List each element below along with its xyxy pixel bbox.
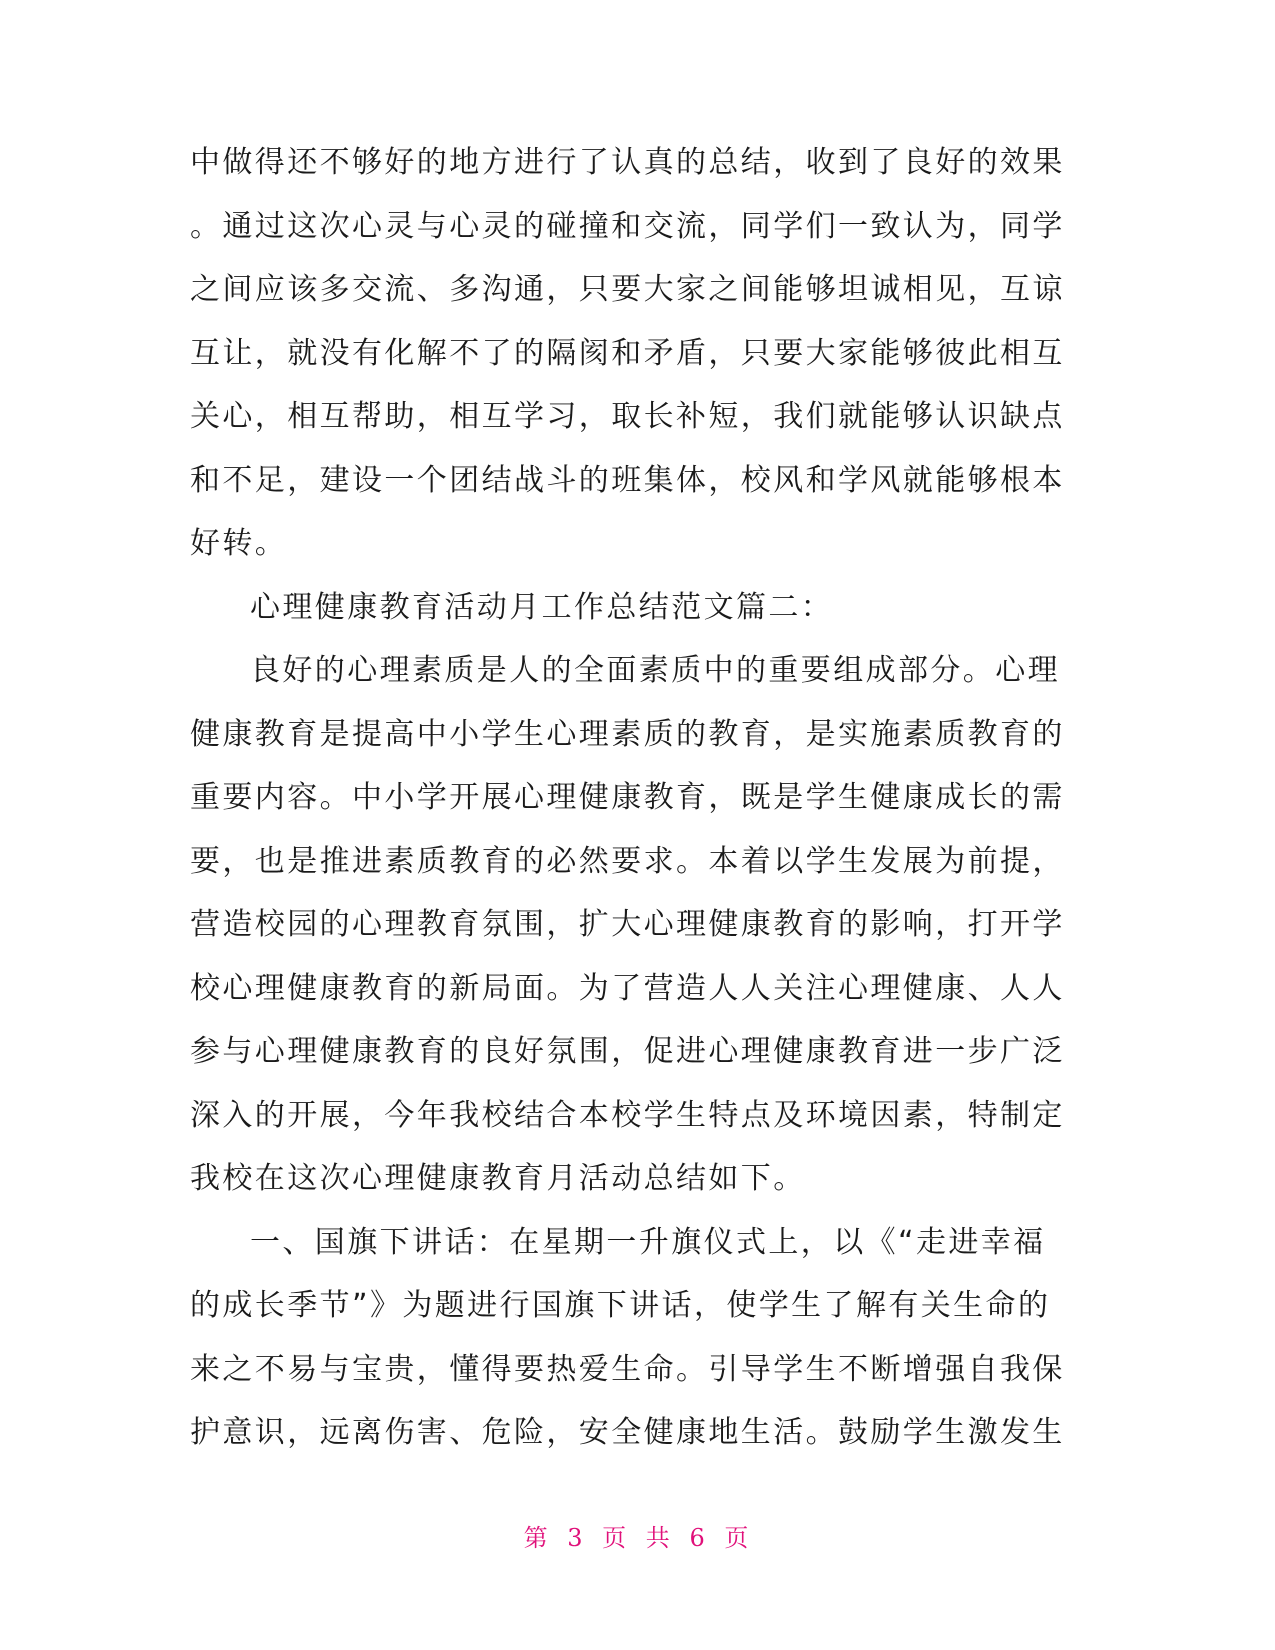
text-line: 中做得还不够好的地方进行了认真的总结，收到了良好的效果 xyxy=(190,145,1065,180)
text-line: 校心理健康教育的新局面。为了营造人人关注心理健康、人人 xyxy=(190,971,1065,1006)
text-line: 好转。 xyxy=(190,526,288,561)
text-line: 深入的开展，今年我校结合本校学生特点及环境因素，特制定 xyxy=(190,1098,1065,1133)
text-line: 关心，相互帮助，相互学习，取长补短，我们就能够认识缺点 xyxy=(190,399,1065,434)
text-line: 一、国旗下讲话：在星期一升旗仪式上，以《“走进幸福 xyxy=(250,1225,1046,1260)
text-line: 我校在这次心理健康教育月活动总结如下。 xyxy=(190,1161,806,1196)
text-line: 和不足，建设一个团结战斗的班集体，校风和学风就能够根本 xyxy=(190,463,1065,498)
text-line: 良好的心理素质是人的全面素质中的重要组成部分。心理 xyxy=(250,653,1060,688)
page-number-footer: 第 3 页 共 6 页 xyxy=(523,1524,752,1552)
text-line: 来之不易与宝贵，懂得要热爱生命。引导学生不断增强自我保 xyxy=(190,1352,1065,1387)
text-line: 重要内容。中小学开展心理健康教育，既是学生健康成长的需 xyxy=(190,780,1065,815)
text-line: 之间应该多交流、多沟通，只要大家之间能够坦诚相见，互谅 xyxy=(190,272,1065,307)
text-line: 。通过这次心灵与心灵的碰撞和交流，同学们一致认为，同学 xyxy=(190,209,1065,244)
text-line: 互让，就没有化解不了的隔阂和矛盾，只要大家能够彼此相互 xyxy=(190,336,1065,371)
text-line: 健康教育是提高中小学生心理素质的教育，是实施素质教育的 xyxy=(190,717,1065,752)
text-line: 的成长季节”》为题进行国旗下讲话，使学生了解有关生命的 xyxy=(190,1288,1051,1323)
text-line: 要，也是推进素质教育的必然要求。本着以学生发展为前提， xyxy=(190,844,1065,879)
text-line: 护意识，远离伤害、危险，安全健康地生活。鼓励学生激发生 xyxy=(190,1415,1065,1450)
text-line: 参与心理健康教育的良好氛围，促进心理健康教育进一步广泛 xyxy=(190,1034,1065,1069)
section-heading: 心理健康教育活动月工作总结范文篇二： xyxy=(250,590,834,625)
text-line: 营造校园的心理教育氛围，扩大心理健康教育的影响，打开学 xyxy=(190,907,1065,942)
